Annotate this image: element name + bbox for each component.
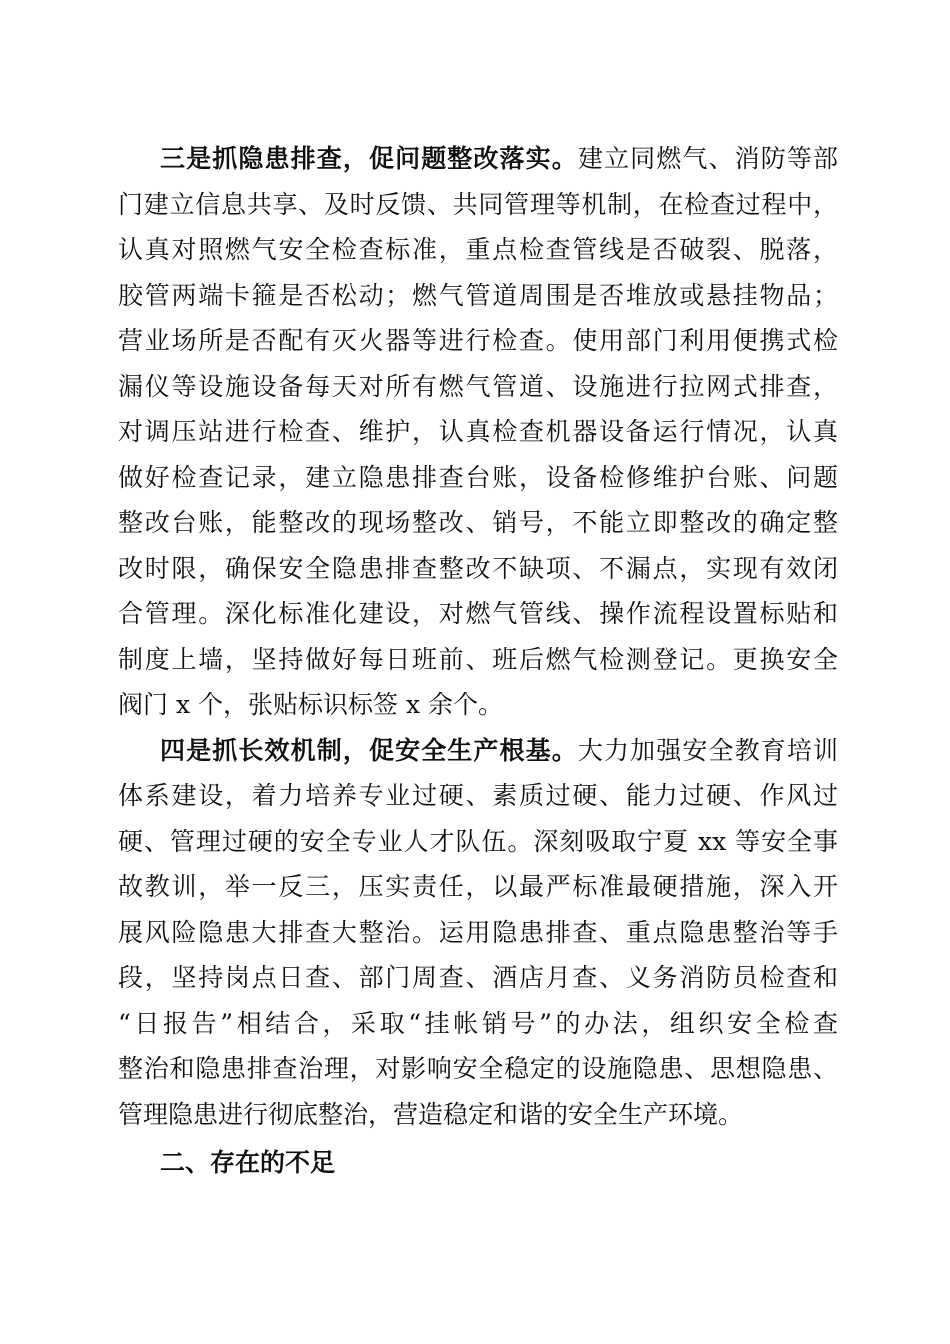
paragraph-4-line: 故教训，举一反三，压实责任，以最严标准最硬措施，深入开	[118, 872, 838, 901]
paragraph-4-line: 整治和隐患排查治理，对影响安全稳定的设施隐患、思想隐患、	[118, 1054, 838, 1083]
paragraph-3-line: 认真对照燃气安全检查标准，重点检查管线是否破裂、脱落，	[118, 235, 838, 264]
paragraph-3-line: 改时限，确保安全隐患排查整改不缺项、不漏点，实现有效闭	[118, 553, 838, 583]
paragraph-4-line: “日报告”相结合，采取“挂帐销号”的办法，组织安全检查	[118, 1008, 838, 1038]
paragraph-3-line: 合管理。深化标准化建设，对燃气管线、操作流程设置标贴和	[118, 599, 838, 628]
paragraph-3-text: 建立同燃气、消防等部	[577, 144, 838, 173]
paragraph-4-text: 大力加强安全教育培训	[577, 735, 838, 765]
paragraph-4-line: 段，坚持岗点日查、部门周查、酒店月查、义务消防员检查和	[118, 963, 838, 992]
paragraph-3-line: 营业场所是否配有灭火器等进行检查。使用部门利用便携式检	[118, 326, 838, 355]
paragraph-4-line: 管理隐患进行彻底整治，营造稳定和谐的安全生产环境。	[118, 1099, 744, 1129]
paragraph-4	[118, 728, 838, 1138]
paragraph-3-line: 制度上墙，坚持做好每日班前、班后燃气检测登记。更换安全	[118, 644, 838, 674]
paragraph-3-line: 整改台账，能整改的现场整改、销号，不能立即整改的确定整	[118, 508, 838, 537]
paragraph-3-line: 漏仪等设施设备每天对所有燃气管道、设施进行拉网式排查，	[118, 371, 838, 401]
paragraph-3-lead: 三是抓隐患排查，促问题整改落实。	[160, 144, 578, 173]
paragraph-4-line: 体系建设，着力培养专业过硬、素质过硬、能力过硬、作风过	[118, 781, 838, 810]
section-heading: 二、存在的不足	[160, 1148, 336, 1177]
paragraph-3-line: 胶管两端卡箍是否松动；燃气管道周围是否堆放或悬挂物品；	[118, 280, 838, 310]
paragraph-3-line-1	[118, 136, 838, 182]
paragraph-4-line: 硬、管理过硬的安全专业人才队伍。深刻吸取宁夏 xx 等安全事	[118, 826, 838, 856]
paragraph-3-line: 对调压站进行检查、维护，认真检查机器设备运行情况，认真	[118, 417, 838, 446]
paragraph-4-line: 展风险隐患大排查大整治。运用隐患排查、重点隐患整治等手	[118, 917, 838, 947]
paragraph-3	[118, 136, 838, 728]
paragraph-4-line-1	[118, 728, 838, 774]
paragraph-4-lead: 四是抓长效机制，促安全生产根基。	[160, 735, 578, 765]
paragraph-3-line: 门建立信息共享、及时反馈、共同管理等机制，在检查过程中，	[118, 189, 838, 219]
paragraph-3-line: 做好检查记录，建立隐患排查台账，设备检修维护台账、问题	[118, 462, 838, 492]
document-body	[118, 136, 838, 1187]
paragraph-3-line: 阀门 x 个，张贴标识标签 x 余个。	[118, 690, 503, 719]
